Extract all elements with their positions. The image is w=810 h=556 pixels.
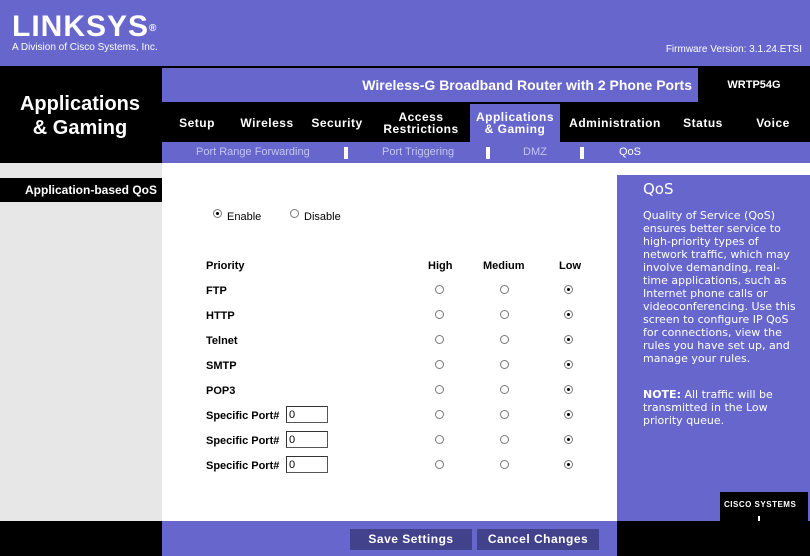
pop3-low-radio[interactable] xyxy=(564,385,573,394)
row-label-specific-port: Specific Port# xyxy=(206,435,280,447)
port3-medium-radio[interactable] xyxy=(500,460,509,469)
tab-administration[interactable]: Administration xyxy=(569,116,661,130)
firmware-version: Firmware Version: 3.1.24.ETSI xyxy=(665,44,802,55)
smtp-medium-radio[interactable] xyxy=(500,360,509,369)
high-header: High xyxy=(428,260,453,272)
medium-header: Medium xyxy=(483,260,525,272)
help-title: QoS xyxy=(643,180,674,198)
telnet-low-radio[interactable] xyxy=(564,335,573,344)
telnet-high-radio[interactable] xyxy=(435,335,444,344)
specific-port-input[interactable] xyxy=(286,456,328,473)
port2-high-radio[interactable] xyxy=(435,435,444,444)
subnav-separator xyxy=(344,147,348,159)
port2-medium-radio[interactable] xyxy=(500,435,509,444)
port2-low-radio[interactable] xyxy=(564,435,573,444)
http-medium-radio[interactable] xyxy=(500,310,509,319)
save-settings-button[interactable]: Save Settings xyxy=(350,529,472,550)
priority-header: Priority xyxy=(206,260,245,272)
section-title: Applications & Gaming xyxy=(19,93,140,139)
disable-label: Disable xyxy=(304,211,341,223)
brand-tagline: A Division of Cisco Systems, Inc. xyxy=(12,42,158,53)
subnav-separator xyxy=(580,147,584,159)
smtp-high-radio[interactable] xyxy=(435,360,444,369)
cancel-changes-button[interactable]: Cancel Changes xyxy=(477,529,599,550)
help-text: Quality of Service (QoS) ensures better service to high-priority types of network traffic, which may involve demanding, real-time applications, such as Internet phone calls or videoconferencing. Use this screen to configure IP QoS for connections, view the rules you have set up, and manage your rules. xyxy=(643,209,796,365)
section-label: Application-based QoS xyxy=(0,178,162,202)
row-label-smtp: SMTP xyxy=(206,360,237,372)
pop3-medium-radio[interactable] xyxy=(500,385,509,394)
tab-status[interactable]: Status xyxy=(683,116,723,130)
port1-medium-radio[interactable] xyxy=(500,410,509,419)
port1-low-radio[interactable] xyxy=(564,410,573,419)
row-label-pop3: POP3 xyxy=(206,385,236,397)
tab-security[interactable]: Security xyxy=(311,116,363,130)
specific-port-input[interactable] xyxy=(286,431,328,448)
specific-port-input[interactable] xyxy=(286,406,328,423)
port3-low-radio[interactable] xyxy=(564,460,573,469)
tab-setup[interactable]: Setup xyxy=(179,116,215,130)
subnav-separator xyxy=(486,147,490,159)
http-high-radio[interactable] xyxy=(435,310,444,319)
low-header: Low xyxy=(559,260,581,272)
row-label-specific-port: Specific Port# xyxy=(206,410,280,422)
enable-radio[interactable] xyxy=(213,209,222,218)
product-name: Wireless-G Broadband Router with 2 Phone Ports xyxy=(162,68,698,102)
port1-high-radio[interactable] xyxy=(435,410,444,419)
ftp-medium-radio[interactable] xyxy=(500,285,509,294)
disable-radio[interactable] xyxy=(290,209,299,218)
ftp-high-radio[interactable] xyxy=(435,285,444,294)
smtp-low-radio[interactable] xyxy=(564,360,573,369)
main-nav xyxy=(162,104,810,142)
row-label-ftp: FTP xyxy=(206,285,227,297)
pop3-high-radio[interactable] xyxy=(435,385,444,394)
tab-applications-gaming[interactable]: Applications & Gaming xyxy=(470,104,560,142)
tab-voice[interactable]: Voice xyxy=(756,116,790,130)
subtab-port-triggering[interactable]: Port Triggering xyxy=(382,146,455,158)
sub-nav xyxy=(162,142,810,163)
subtab-port-range-forwarding[interactable]: Port Range Forwarding xyxy=(196,146,310,158)
subtab-dmz[interactable]: DMZ xyxy=(523,146,547,158)
left-panel xyxy=(0,163,162,521)
row-label-http: HTTP xyxy=(206,310,235,322)
ftp-low-radio[interactable] xyxy=(564,285,573,294)
tab-access-restrictions[interactable]: Access Restrictions xyxy=(383,110,459,136)
http-low-radio[interactable] xyxy=(564,310,573,319)
telnet-medium-radio[interactable] xyxy=(500,335,509,344)
help-note: NOTE: All traffic will be transmitted in the Low priority queue. xyxy=(643,388,773,427)
model-number: WRTP54G xyxy=(727,79,781,91)
tab-wireless[interactable]: Wireless xyxy=(240,116,294,130)
row-label-specific-port: Specific Port# xyxy=(206,460,280,472)
row-label-telnet: Telnet xyxy=(206,335,238,347)
subtab-qos[interactable]: QoS xyxy=(619,146,642,158)
linksys-logo: LINKSYS® xyxy=(12,10,158,43)
enable-label: Enable xyxy=(227,211,262,223)
port3-high-radio[interactable] xyxy=(435,460,444,469)
cisco-logo: CISCO SYSTEMS xyxy=(720,492,808,541)
